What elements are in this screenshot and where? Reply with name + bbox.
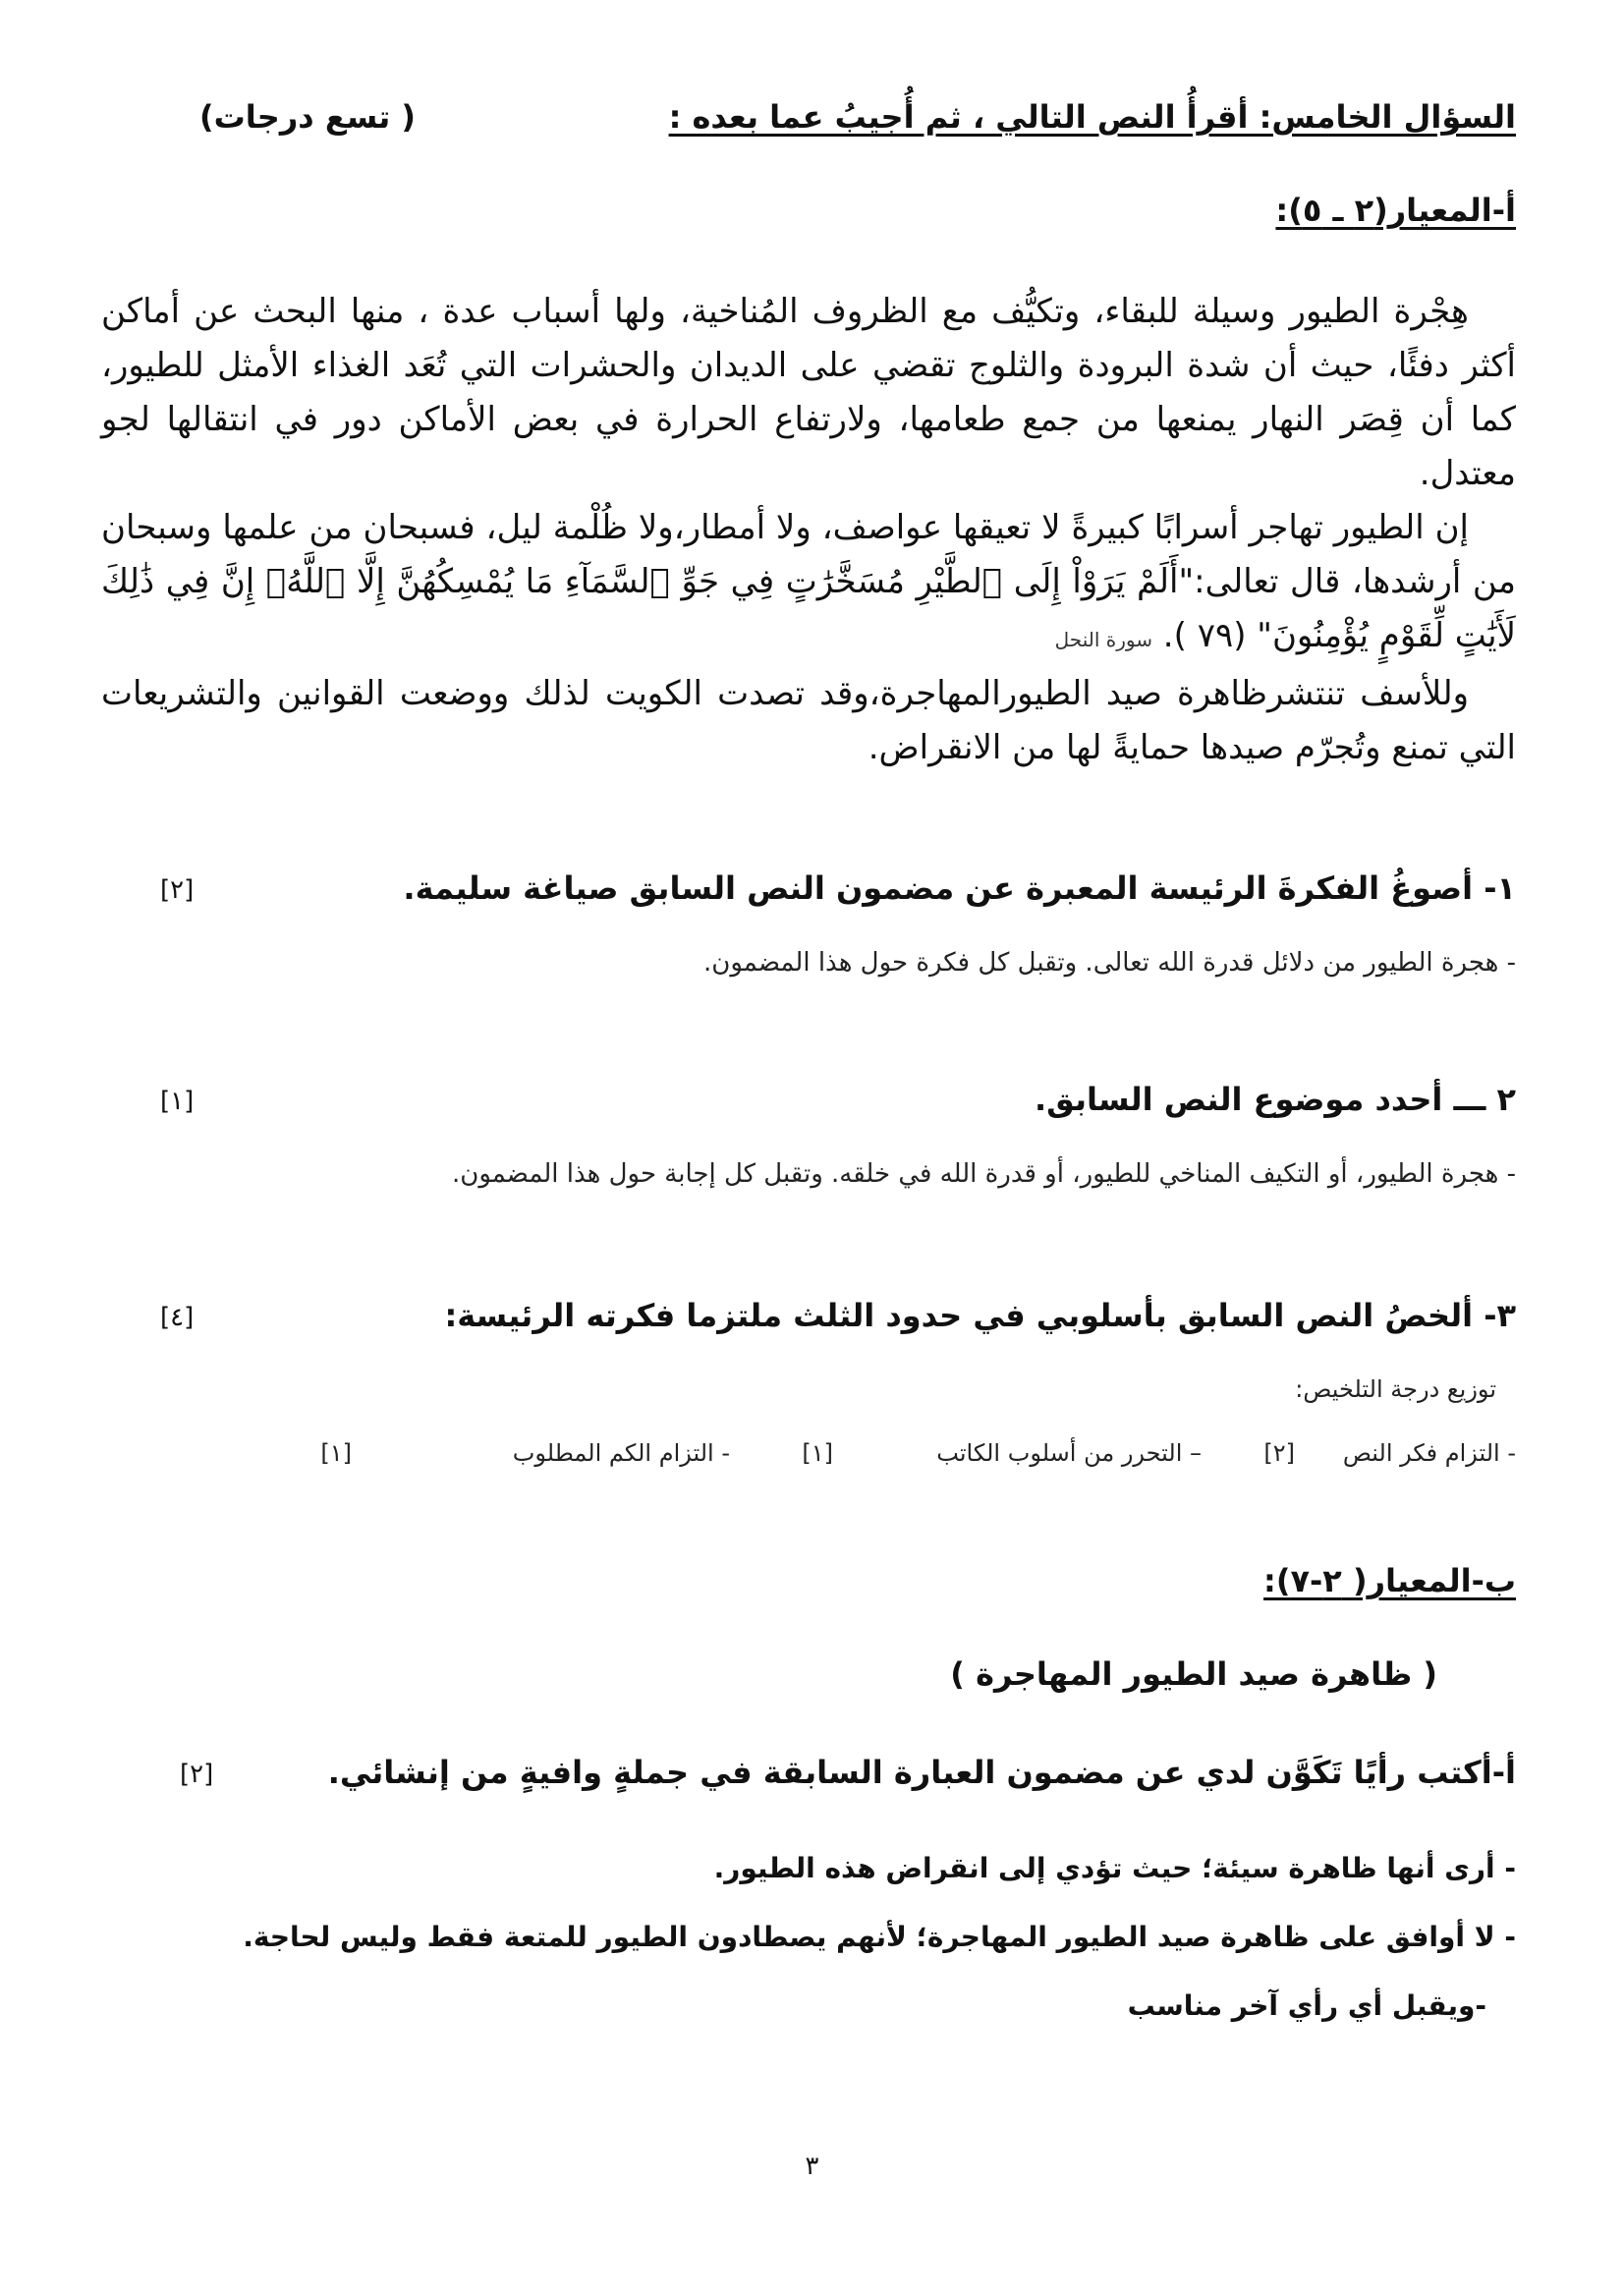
question-3	[101, 1297, 1516, 1352]
page-number: ٣	[805, 2152, 819, 2181]
topic-phrase: ( ظاهرة صيد الطيور المهاجرة )	[950, 1655, 1437, 1693]
distribution-item-1-label: - التزام فكر النص	[1342, 1439, 1516, 1467]
criterion-a-heading: أ-المعيار(٢ ـ ٥):	[1275, 192, 1516, 229]
question-2-text: ٢ ـــ أحدد موضوع النص السابق.	[1035, 1081, 1516, 1118]
passage-paragraph-2	[101, 501, 1516, 667]
question-1-answer: - هجرة الطيور من دلائل قدرة الله تعالى. وتقبل كل فكرة حول هذا المضمون.	[703, 948, 1516, 978]
criterion-b-heading: ب-المعيار( ٢-٧):	[1263, 1562, 1516, 1599]
passage-paragraph-2-intro: إن الطيور تهاجر أسرابًا كبيرةً لا تعيقها عواصف، ولا أمطار،ولا ظُلْمة ليل، فسبحان من علمها وسبحان من أرشدها، قال تعالى:"	[101, 508, 1516, 601]
question-2-mark: [١]	[160, 1087, 195, 1116]
question-2-answer: - هجرة الطيور، أو التكيف المناخي للطيور، أو قدرة الله في خلقه. وتقبل كل إجابة حول هذا المضمون.	[451, 1159, 1516, 1189]
summary-distribution-title: توزيع درجة التلخيص:	[1295, 1375, 1496, 1403]
distribution-item-2-mark: [١]	[802, 1439, 833, 1467]
question-1-mark: [٢]	[160, 875, 195, 905]
opinion-answer-2: - لا أوافق على ظاهرة صيد الطيور المهاجرة؛ لأنهم يصطادون الطيور للمتعة فقط وليس لحاجة.	[243, 1921, 1516, 1953]
verse-number: " (٧٩ ).	[1162, 616, 1272, 655]
question-1-text: ١- أصوغُ الفكرةَ الرئيسة المعبرة عن مضمون النص السابق صياغة سليمة.	[403, 869, 1516, 907]
distribution-item-2-label: – التحرر من أسلوب الكاتب	[936, 1439, 1202, 1467]
opinion-question	[101, 1754, 1516, 1809]
reading-passage	[101, 285, 1516, 775]
question-3-text: ٣- ألخصُ النص السابق بأسلوبي في حدود الثلث ملتزما فكرته الرئيسة:	[444, 1297, 1516, 1334]
opinion-answer-3: -ويقبل أي رأي آخر مناسب	[1127, 1989, 1486, 2022]
question-3-mark: [٤]	[160, 1303, 195, 1332]
distribution-item-1-mark: [٢]	[1263, 1439, 1295, 1467]
question-2	[101, 1081, 1516, 1136]
opinion-answer-1: - أرى أنها ظاهرة سيئة؛ حيث تؤدي إلى انقراض هذه الطيور.	[713, 1852, 1516, 1884]
opinion-question-text: أ-أكتب رأيًا تَكَوَّن لدي عن مضمون العبارة السابقة في جملةٍ وافيةٍ من إنشائي.	[327, 1754, 1516, 1791]
question-grade: ( تسع درجات)	[199, 98, 417, 136]
quran-verse: أَلَمْ يَرَوْاْ إِلَى ٱلطَّيْرِ مُسَخَّرَٰتٍ فِي جَوِّ ٱلسَّمَآءِ مَا يُمْسِكُهُنَّ إِلَّا ٱللَّهُۚ إِنَّ فِي ذَٰلِكَ لَأَيَٰتٍ لِّقَوْمٍ يُؤْمِنُونَ	[101, 562, 1516, 655]
distribution-item-3-mark: [١]	[320, 1439, 352, 1467]
distribution-item-3-label: - التزام الكم المطلوب	[512, 1439, 730, 1467]
question-header	[101, 98, 1516, 157]
opinion-question-mark: [٢]	[180, 1760, 214, 1789]
question-title: السؤال الخامس: أقرأُ النص التالي ، ثم أُجيبُ عما بعده :	[668, 98, 1516, 136]
passage-paragraph-1: هِجْرة الطيور وسيلة للبقاء، وتكيُّف مع الظروف المُناخية، ولها أسباب عدة ، منها البحث عن أماكن أكثر دفئًا، حيث أن شدة البرودة والثلوج تقضي على الديدان والحشرات التي تُعَد الغذاء الأمثل للطيور، كما أن قِصَر النهار يمنعها من جمع طعامها، ولارتفاع الحرارة في بعض الأماكن دور في انتقالها لجو معتدل.	[101, 292, 1516, 493]
surah-reference: سورة النحل	[1054, 628, 1152, 651]
passage-paragraph-3: وللأسف تنتشرظاهرة صيد الطيورالمهاجرة،وقد تصدت الكويت لذلك ووضعت القوانين والتشريعات التي تمنع وتُجرّم صيدها حمايةً لها من الانقراض.	[101, 674, 1516, 767]
question-1	[101, 869, 1516, 924]
